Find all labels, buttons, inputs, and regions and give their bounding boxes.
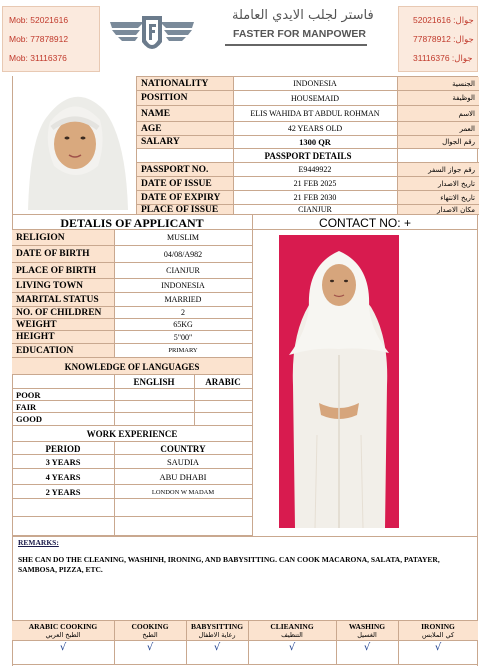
skill-ironing — [398, 621, 478, 665]
column-divider — [248, 621, 249, 665]
column-divider — [398, 621, 399, 665]
table-row — [12, 307, 252, 319]
column-divider — [186, 621, 187, 665]
skill-label-arabic: الطبخ العربي — [45, 631, 81, 639]
column-divider — [336, 621, 337, 665]
column-divider — [233, 77, 234, 215]
skill-label: ARABIC COOKING — [28, 622, 98, 631]
table-row — [12, 246, 252, 263]
row-value: CIANJUR — [298, 205, 332, 214]
skill-label: BABYSITTING — [190, 622, 244, 631]
table-row — [12, 485, 252, 499]
table-row — [12, 455, 252, 469]
table-row — [12, 344, 252, 358]
row-value: MUSLIM — [166, 233, 199, 242]
applicant-details-table — [12, 230, 252, 358]
brand-divider — [225, 44, 367, 46]
table-row — [12, 279, 252, 293]
row-label: DATE OF BIRTH — [12, 246, 114, 262]
skill-cleaning — [248, 621, 336, 665]
language-level-label: FAIR — [16, 401, 37, 412]
check-mark-icon: √ — [146, 642, 154, 653]
column-divider — [114, 230, 115, 358]
skill-babysitting — [186, 621, 248, 665]
passport-details-title: PASSPORT DETAILS — [264, 151, 352, 161]
row-value: 04/08/A982 — [163, 249, 203, 259]
skill-arabic-cooking — [12, 621, 114, 665]
personal-info-table — [136, 76, 478, 214]
row-label: LIVING TOWN — [12, 279, 114, 292]
row-value: ELIS WAHIDA BT ABDUL ROHMAN — [250, 109, 380, 118]
row-label-arabic: الوظيفة — [397, 91, 479, 105]
row-value: INDONESIA — [161, 281, 205, 290]
table-row — [12, 331, 252, 344]
header-phone-box-left — [2, 6, 100, 72]
work-experience-title: WORK EXPERIENCE — [86, 429, 178, 439]
experience-country: LONDON W MADAM — [151, 488, 215, 496]
phone-line: 77878912 :جوال — [413, 34, 474, 44]
row-label-arabic: تاريخ الاصدار — [397, 177, 479, 190]
row-label-arabic: رقم الجوال — [397, 136, 479, 148]
experience-country: ABU DHABI — [159, 472, 207, 482]
languages-title: KNOWLEDGE OF LANGUAGES — [64, 361, 200, 372]
row-label: MARITAL STATUS — [12, 293, 114, 306]
table-row — [137, 106, 479, 122]
applicant-full-photo — [279, 235, 399, 528]
row-value: 42 YEARS OLD — [287, 124, 343, 133]
row-label: PLACE OF ISSUE — [137, 205, 233, 214]
skill-label-arabic: كي الملابس — [421, 631, 455, 639]
column-divider — [114, 442, 115, 536]
skill-label: IRONING — [421, 622, 455, 631]
skill-label: CLIEANING — [270, 622, 314, 631]
row-label: PLACE OF BIRTH — [12, 263, 114, 278]
row-label: POSITION — [137, 91, 233, 105]
row-label: SALARY — [137, 136, 233, 148]
row-value: INDONESIA — [293, 79, 337, 88]
row-label-arabic: مكان الاصدار — [397, 205, 479, 214]
skill-label: COOKING — [131, 622, 169, 631]
phone-line: Mob: 31116376 — [9, 53, 67, 63]
language-level-label: POOR — [16, 389, 41, 400]
phone-line: Mob: 52021616 — [9, 15, 69, 25]
experience-period: 2 YEARS — [45, 487, 81, 497]
table-row — [137, 163, 479, 177]
english-column-header: ENGLISH — [133, 377, 175, 387]
phone-line: 52021616 :جوال — [413, 15, 474, 25]
check-mark-icon: √ — [213, 642, 221, 653]
row-label: PASSPORT NO. — [137, 163, 233, 176]
row-label: EDUCATION — [12, 344, 114, 357]
brand-name-arabic: فاستر لجلب الايدي العاملة — [232, 8, 374, 23]
row-value: PRIMARY — [168, 347, 198, 354]
phone-line: Mob: 77878912 — [9, 34, 69, 44]
row-label-arabic: رقم جواز السفر — [397, 163, 479, 176]
contact-number: CONTACT NO: + — [319, 216, 411, 230]
row-label-arabic: العمر — [397, 122, 479, 135]
experience-country: SAUDIA — [166, 457, 200, 467]
check-mark-icon: √ — [434, 642, 442, 653]
column-divider — [252, 215, 253, 231]
row-label-arabic: تاريخ الانتهاء — [397, 191, 479, 204]
table-row — [12, 263, 252, 279]
applicant-details-title: DETALIS OF APPLICANT — [60, 215, 204, 230]
table-row — [137, 136, 479, 149]
period-column-header: PERIOD — [45, 443, 81, 454]
row-value: 65KG — [173, 320, 193, 329]
applicant-header-row — [12, 214, 478, 230]
languages-table — [12, 358, 252, 426]
remarks-text: SHE CAN DO THE CLEANING, WASHINH, IRONING, AND BABYSITTING. CAN COOK MACARONA, SALATA, PATAYER, SAMBOSA, PIZZA, ETC. — [18, 555, 440, 574]
skills-table — [12, 620, 478, 664]
column-divider — [194, 375, 195, 426]
languages-title-row — [12, 358, 252, 375]
row-label-arabic: الجنسية — [397, 77, 479, 90]
passport-header-row — [137, 149, 479, 163]
row-label: NAME — [137, 106, 233, 121]
table-row — [12, 499, 252, 517]
experience-title-row — [12, 426, 252, 442]
experience-header-row — [12, 442, 252, 455]
table-row — [137, 191, 479, 205]
skill-washing — [336, 621, 398, 665]
arabic-column-header: ARABIC — [205, 377, 241, 387]
skill-label-arabic: رعاية الاطفال — [198, 631, 236, 639]
row-value: MARRIED — [164, 295, 202, 304]
table-row — [12, 413, 252, 426]
skill-label-arabic: الطبخ — [142, 631, 158, 639]
table-row — [12, 293, 252, 307]
table-row — [12, 389, 252, 401]
row-label: HEIGHT — [12, 331, 114, 343]
table-row — [137, 77, 479, 91]
header-phone-box-right — [398, 6, 478, 72]
country-column-header: COUNTRY — [160, 443, 206, 454]
table-row — [12, 230, 252, 246]
row-value: 21 FEB 2030 — [293, 193, 337, 202]
table-row — [137, 177, 479, 191]
skill-label: WASHING — [348, 622, 386, 631]
row-label: DATE OF EXPIRY — [137, 191, 233, 204]
remarks-title: REMARKS: — [18, 538, 59, 547]
column-divider — [114, 621, 115, 665]
check-mark-icon: √ — [288, 642, 296, 653]
row-label: NATIONALITY — [137, 77, 233, 90]
work-experience-table — [12, 426, 252, 536]
row-value: 1300 QR — [299, 137, 331, 147]
brand-name-english: FASTER FOR MANPOWER — [233, 28, 366, 40]
skill-label-arabic: التنظيف — [281, 631, 303, 639]
check-mark-icon: √ — [59, 642, 67, 653]
check-mark-icon: √ — [363, 642, 371, 653]
column-divider — [114, 375, 115, 426]
table-row — [137, 122, 479, 136]
row-value: 2 — [181, 308, 185, 317]
applicant-portrait-photo — [16, 80, 134, 210]
row-label: WEIGHT — [12, 319, 114, 330]
language-level-label: GOOD — [16, 414, 42, 424]
remarks-section — [12, 536, 478, 620]
row-label: AGE — [137, 122, 233, 135]
skills-bottom-border — [12, 664, 478, 665]
company-logo-icon — [108, 8, 196, 62]
table-row — [137, 91, 479, 106]
skill-label-arabic: الغسيل — [357, 631, 377, 639]
table-row — [12, 319, 252, 331]
row-value: E9449922 — [298, 165, 332, 174]
phone-line: 31116376 :جوال — [413, 53, 473, 63]
experience-period: 3 YEARS — [45, 457, 81, 467]
column-divider — [397, 77, 398, 215]
column-divider — [252, 230, 253, 536]
skill-cooking — [114, 621, 186, 665]
row-value: CIANJUR — [166, 266, 200, 275]
row-value: 21 FEB 2025 — [293, 179, 337, 188]
row-value: 5"00" — [173, 332, 193, 342]
table-row — [12, 469, 252, 485]
row-label: DATE OF ISSUE — [137, 177, 233, 190]
row-label: NO. OF CHILDREN — [12, 307, 114, 318]
table-row — [12, 401, 252, 413]
row-value: HOUSEMAID — [291, 93, 339, 103]
row-label-arabic: الاسم — [397, 106, 479, 121]
languages-header-row — [12, 375, 252, 389]
row-label: RELIGION — [12, 230, 114, 245]
table-row — [12, 517, 252, 536]
experience-period: 4 YEARS — [45, 472, 81, 482]
